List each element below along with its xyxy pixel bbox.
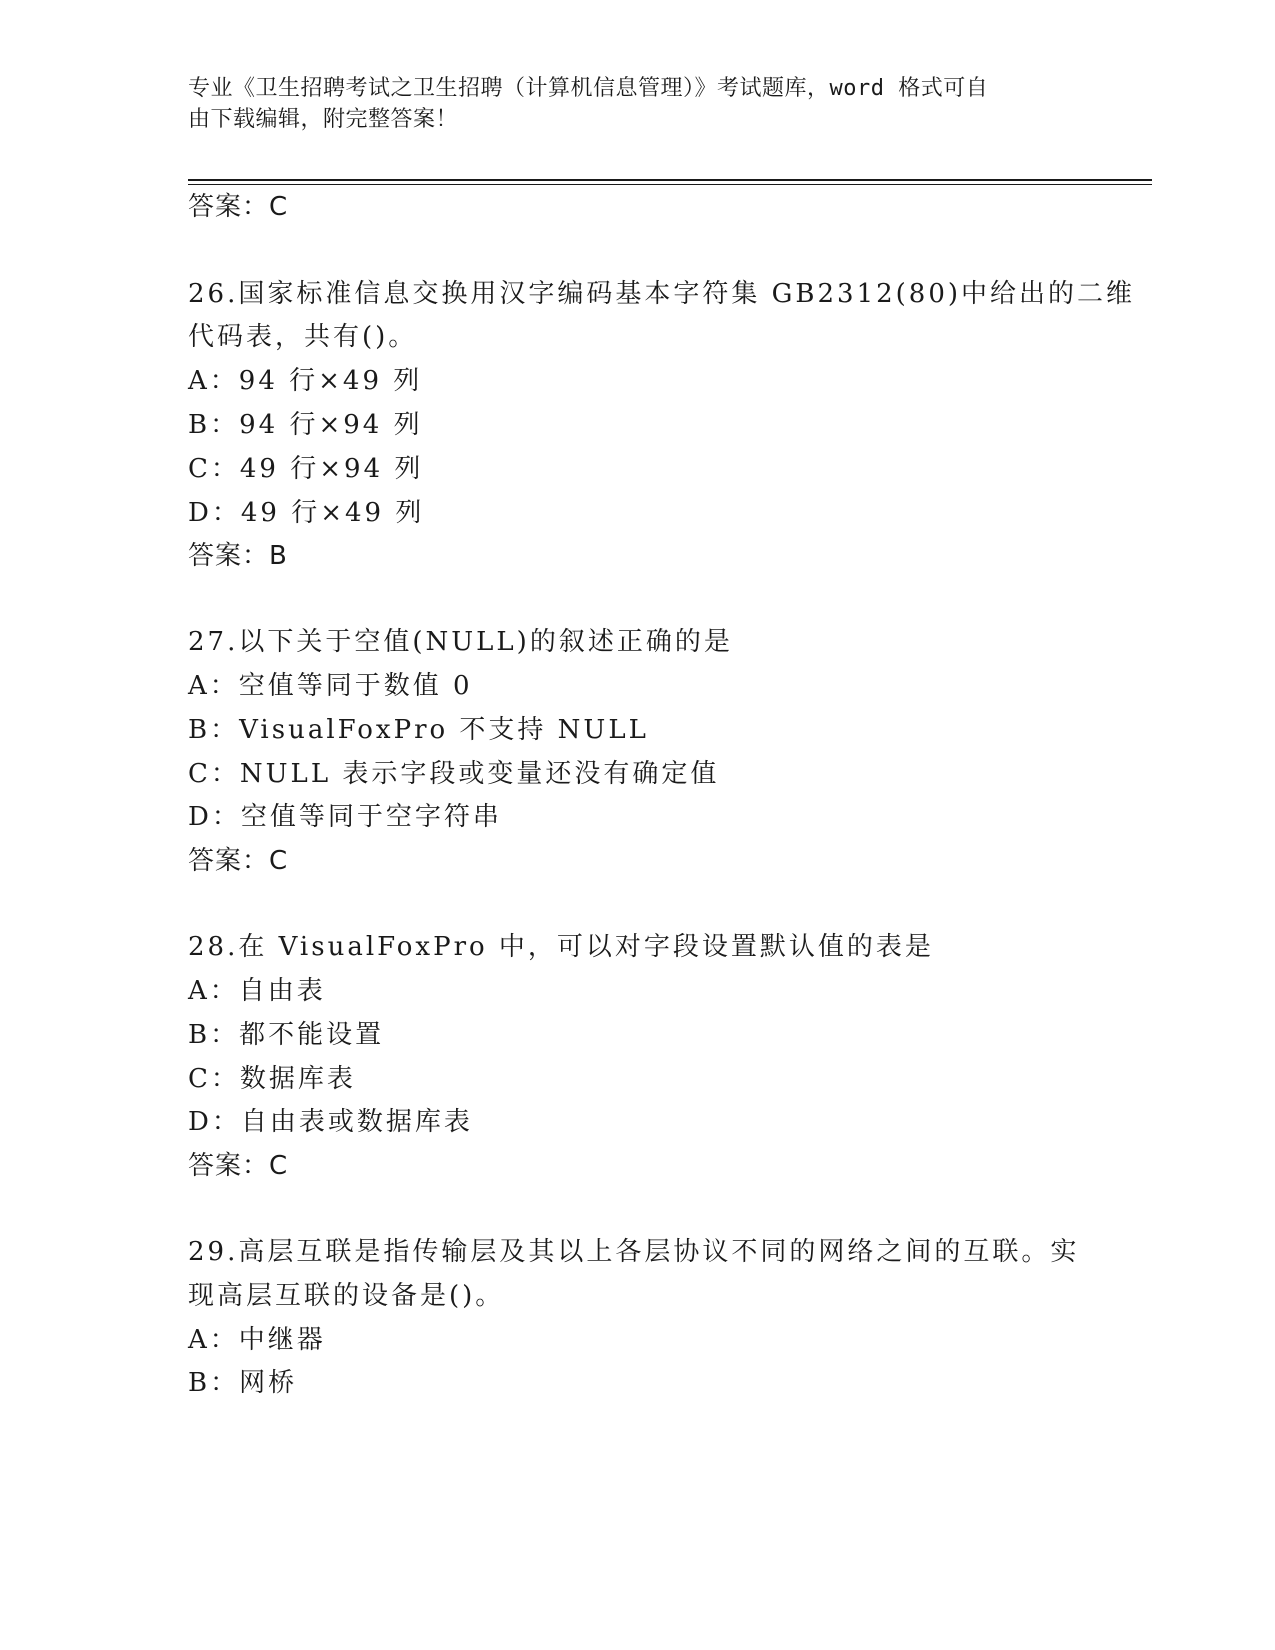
question-28-option-b: B：都不能设置 xyxy=(188,1020,385,1050)
question-29-stem-line-1: 29.高层互联是指传输层及其以上各层协议不同的网络之间的互联。实 xyxy=(188,1237,1080,1267)
question-27-option-b: B：VisualFoxPro 不支持 NULL xyxy=(188,715,649,745)
question-26-stem-line-2: 代码表，共有()。 xyxy=(188,322,418,352)
question-26-stem-line-1: 26.国家标准信息交换用汉字编码基本字符集 GB2312(80)中给出的二维 xyxy=(188,279,1136,309)
question-27-option-a: A：空值等同于数值 0 xyxy=(188,671,473,701)
question-28-option-d: D：自由表或数据库表 xyxy=(188,1107,473,1137)
question-26-option-a: A：94 行×49 列 xyxy=(188,366,423,396)
header-divider-thick xyxy=(188,179,1152,181)
question-26-option-c: C：49 行×94 列 xyxy=(188,454,424,484)
question-29-option-b: B：网桥 xyxy=(188,1368,298,1398)
question-27-answer: 答案：C xyxy=(188,846,289,876)
header-line-2: 由下载编辑，附完整答案！ xyxy=(188,107,459,132)
document-header xyxy=(188,73,1088,135)
question-27-option-c: C：NULL 表示字段或变量还没有确定值 xyxy=(188,759,720,789)
question-26-option-b: B：94 行×94 列 xyxy=(188,410,423,440)
question-29-stem-line-2: 现高层互联的设备是()。 xyxy=(188,1281,505,1311)
question-26-answer: 答案：B xyxy=(188,541,288,571)
header-line-1: 专业《卫生招聘考试之卫生招聘（计算机信息管理）》考试题库，word 格式可自 xyxy=(188,76,989,101)
question-27-option-d: D：空值等同于空字符串 xyxy=(188,802,502,832)
question-28-stem-line-1: 28.在 VisualFoxPro 中，可以对字段设置默认值的表是 xyxy=(188,932,934,962)
header-divider-thin xyxy=(188,184,1152,185)
question-26-option-d: D：49 行×49 列 xyxy=(188,498,425,528)
question-28-option-a: A：自由表 xyxy=(188,976,326,1006)
question-28-answer: 答案：C xyxy=(188,1151,289,1181)
question-29-option-a: A：中继器 xyxy=(188,1325,326,1355)
prev-question-answer: 答案：C xyxy=(188,192,289,222)
question-27-stem-line-1: 27.以下关于空值(NULL)的叙述正确的是 xyxy=(188,627,733,657)
question-28-option-c: C：数据库表 xyxy=(188,1064,356,1094)
